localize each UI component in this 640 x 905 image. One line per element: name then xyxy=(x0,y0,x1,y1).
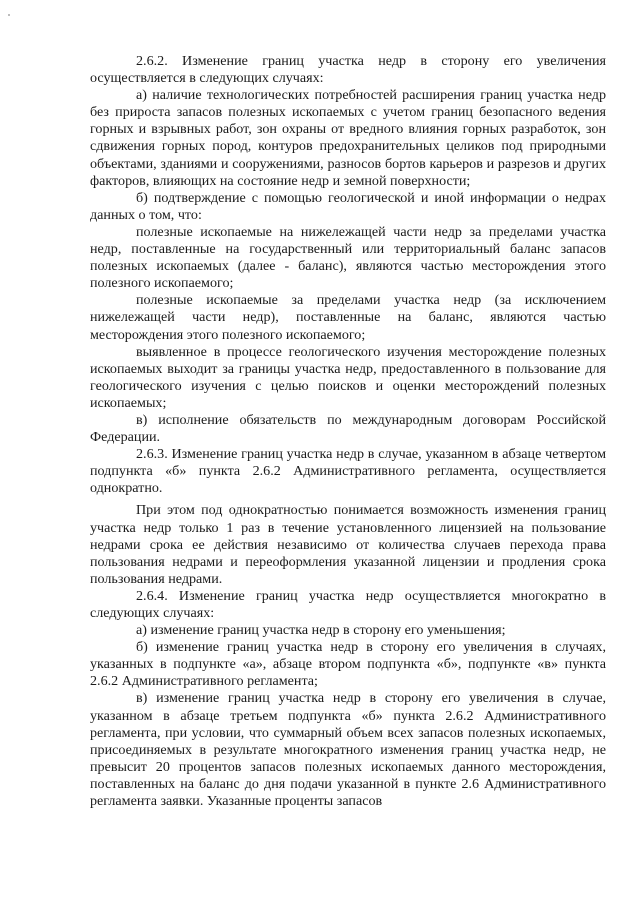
paragraph-2-6-2-a: а) наличие технологических потребностей расширения границ участка недр без прироста запасов полезных ископаемых с учетом границ безопасного ведения горных и взрывных работ, зон охраны от вредного влияния горных разработок, зон сдвижения горных пород, контуров предохранительных целиков под природными объектами, зданиями и сооружениями, разносов бортов карьеров и разрезов и других факторов, влияющих на состояние недр и земной поверхности; xyxy=(90,87,606,189)
paragraph-2-6-3: 2.6.3. Изменение границ участка недр в случае, указанном в абзаце четвертом подпункта «б» пункта 2.6.2 Административного регламента, осуществляется однократно. xyxy=(90,446,606,497)
paragraph-2-6-4: 2.6.4. Изменение границ участка недр осуществляется многократно в следующих случаях: xyxy=(90,587,606,621)
paragraph-2-6-4-b: б) изменение границ участка недр в сторону его увеличения в случаях, указанных в подпункте «а», абзаце втором подпункта «б», подпункте «в» пункта 2.6.2 Административного регламента; xyxy=(90,639,606,690)
paragraph-2-6-3-note: При этом под однократностью понимается возможность изменения границ участка недр только 1 раз в течение установленного лицензией на пользование недрами срока ее действия независимо от количества случаев перехода права пользования недрами и переоформления указанной лицензии и продления срока пользования недрами. xyxy=(90,502,606,587)
paragraph-2-6-2: 2.6.2. Изменение границ участка недр в сторону его увеличения осуществляется в следующих случаях: xyxy=(90,53,606,87)
paragraph-2-6-4-v: в) изменение границ участка недр в сторону его увеличения в случае, указанном в абзаце третьем подпункта «б» пункта 2.6.2 Административного регламента, при условии, что суммарный объем всех запасов полезных ископаемых, присоединяемых в результате многократного изменения границ участка недр, не превысит 20 процентов запасов полезных ископаемых данного месторождения, поставленных на баланс до дня подачи указанной в пункте 2.6 Административного регламента заявки. Указанные проценты запасов xyxy=(90,690,606,810)
scan-mark xyxy=(8,14,10,16)
paragraph-2-6-2-v: в) исполнение обязательств по международным договорам Российской Федерации. xyxy=(90,411,606,446)
document-body xyxy=(90,53,606,810)
paragraph-2-6-2-b-3: выявленное в процессе геологического изучения месторождение полезных ископаемых выходит за границы участка недр, предоставленного в пользование для геологического изучения с целью поисков и оценки месторождений полезных ископаемых; xyxy=(90,343,606,411)
paragraph-2-6-4-a: а) изменение границ участка недр в сторону его уменьшения; xyxy=(136,622,506,639)
paragraph-2-6-2-b-2: полезные ископаемые за пределами участка недр (за исключением нижележащей части недр), поставленные на баланс, являются частью месторождения этого полезного ископаемого; xyxy=(90,292,606,343)
paragraph-2-6-2-b-1: полезные ископаемые на нижележащей части недр за пределами участка недр, поставленные на государственный или территориальный баланс запасов полезных ископаемых (далее - баланс), являются частью месторождения этого полезного ископаемого; xyxy=(90,223,606,292)
paragraph-2-6-2-b: б) подтверждение с помощью геологической и иной информации о недрах данных о том, что: xyxy=(90,189,606,223)
